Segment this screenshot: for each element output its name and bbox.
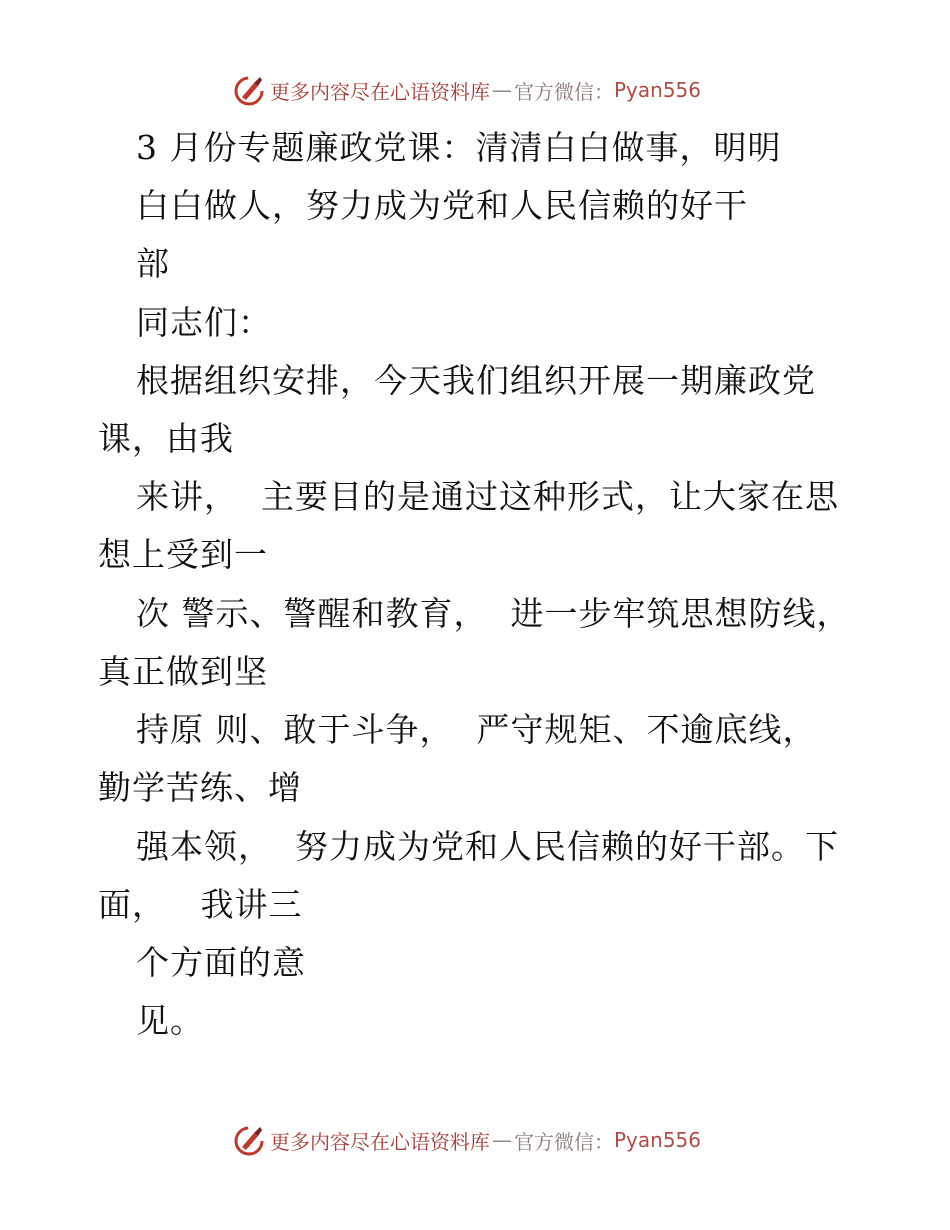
body-line: 个方面的意 xyxy=(136,943,306,982)
body-line: 次 警示、警醒和教育， 进一步牢筑思想防线， xyxy=(136,594,851,633)
body-line: 想上受到一 xyxy=(98,535,268,574)
title-line-3: 部 xyxy=(136,244,170,283)
banner-wechat-id: Pyan556 xyxy=(614,78,702,102)
brush-logo-icon xyxy=(232,1123,266,1157)
banner-text: 更多内容尽在心语资料库 xyxy=(270,79,490,104)
body-line: 面， 我讲三 xyxy=(98,885,303,924)
header-banner xyxy=(232,70,752,110)
body-line: 真正做到坚 xyxy=(98,652,268,691)
banner-text: 更多内容尽在心语资料库 xyxy=(270,1129,490,1154)
title-line-2: 白白做人，努力成为党和人民信赖的好干 xyxy=(136,186,748,225)
banner-wechat-id: Pyan556 xyxy=(614,1128,702,1152)
banner-label: 官方微信： xyxy=(514,79,614,104)
banner-separator: — xyxy=(492,78,512,102)
banner-separator: — xyxy=(492,1128,512,1152)
banner-label: 官方微信： xyxy=(514,1129,614,1154)
body-line: 见。 xyxy=(136,1001,204,1040)
body-line: 来讲， 主要目的是通过这种形式，让大家在思 xyxy=(136,477,839,516)
footer-banner xyxy=(232,1120,752,1160)
body-line: 强本领， 努力成为党和人民信赖的好干部。下 xyxy=(136,827,839,866)
title-line-1: 3 月份专题廉政党课：清清白白做事，明明 xyxy=(136,128,782,167)
body-line: 持原 则、敢于斗争， 严守规矩、不逾底线， xyxy=(136,710,817,749)
salutation: 同志们： xyxy=(136,303,272,342)
brush-logo-icon xyxy=(232,73,266,107)
body-line: 课，由我 xyxy=(98,419,234,458)
body-line: 勤学苦练、增 xyxy=(98,768,302,807)
body-line: 根据组织安排，今天我们组织开展一期廉政党 xyxy=(136,361,816,400)
